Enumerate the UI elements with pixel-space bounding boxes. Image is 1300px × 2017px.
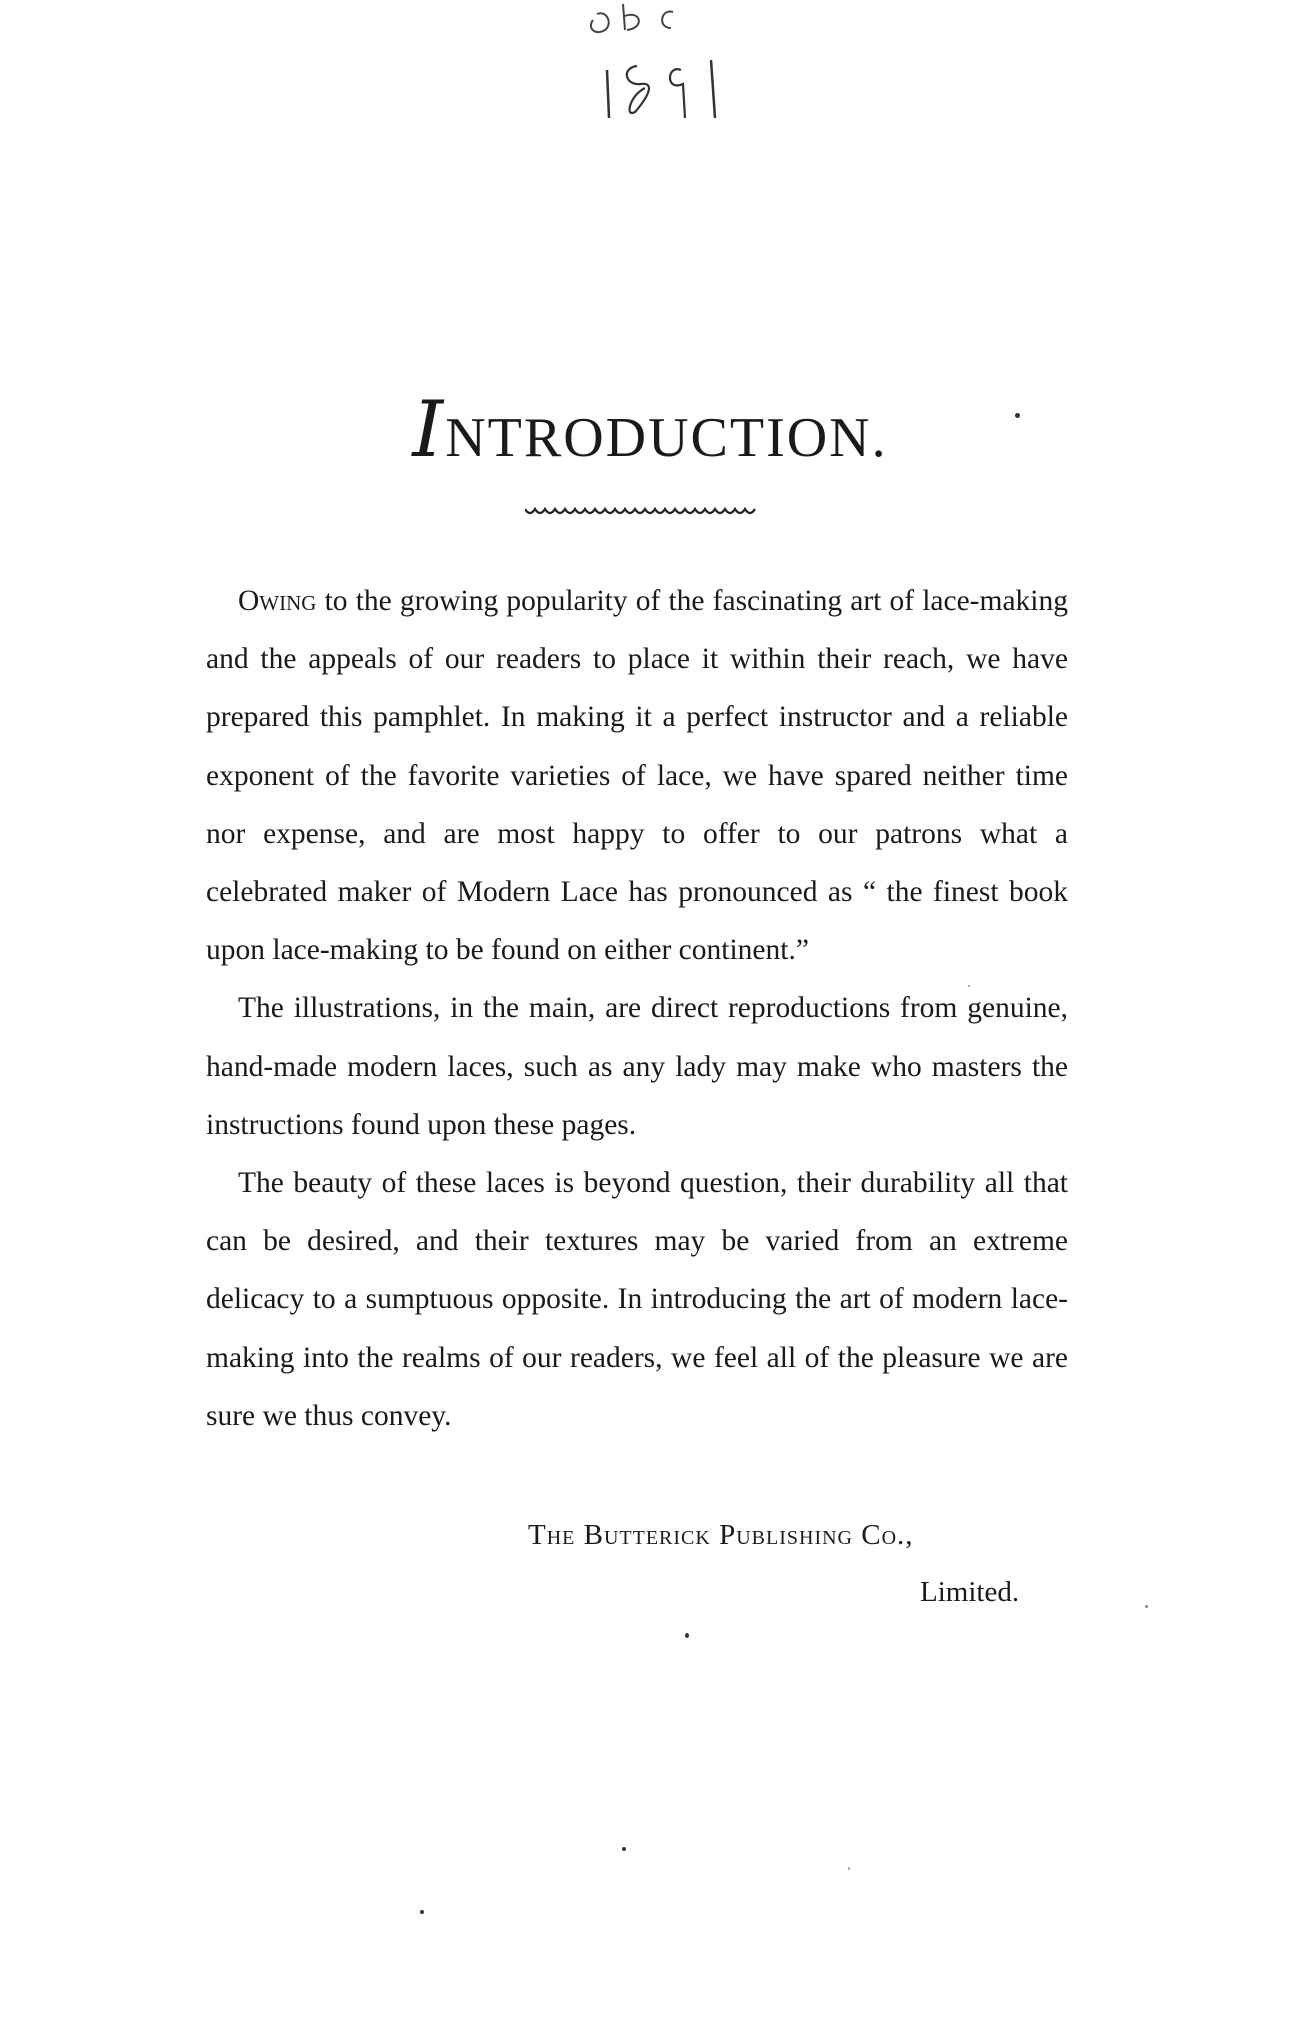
paragraph-3 [206, 1154, 1068, 1445]
print-speck [1015, 413, 1020, 418]
paragraph-1 [206, 572, 1068, 979]
paragraph-2 [206, 979, 1068, 1154]
paragraph-lead-word: Owing [238, 585, 317, 617]
page-title [0, 385, 1300, 475]
print-speck [848, 1867, 850, 1870]
paragraph-text: The beauty of these laces is beyond question, their durability all that can be desired, and their textures may be varied from an extreme delicacy to a sumptuous opposite. In introducing the art of modern lace-making into the realms of our readers, we feel all of the pleasure we are sure we thus convey. [206, 1167, 1068, 1432]
publisher-signature-suffix: Limited. [920, 1576, 1020, 1608]
print-speck [420, 1910, 424, 1914]
wavy-divider-ornament [525, 505, 760, 519]
paragraph-text: The illustrations, in the main, are direct reproductions from genuine, hand-made modern laces, such as any lady may make who masters the instructions found upon these pages. [206, 992, 1068, 1141]
title-rest: NTRODUCTION. [445, 407, 888, 469]
introduction-body [206, 572, 1068, 1445]
paragraph-text: to the growing popularity of the fascinating art of lace-making and the appeals of our readers to place it within their reach, we have prepared this pamphlet. In making it a perfect instructor and a reliable exponent of the favorite varieties of lace, we have spared neither time nor expense, and are most happy to offer to our patrons what a celebrated maker of Modern Lace has pronounced as “ the finest book upon lace-making to be found on either continent.” [206, 585, 1068, 967]
print-speck [622, 1847, 626, 1851]
title-initial: I [412, 385, 446, 475]
print-speck [1145, 1605, 1148, 1608]
print-speck [968, 985, 970, 987]
print-speck [685, 1633, 689, 1638]
publisher-signature: The Butterick Publishing Co., [528, 1519, 914, 1551]
handwritten-accession-note [585, 0, 755, 120]
